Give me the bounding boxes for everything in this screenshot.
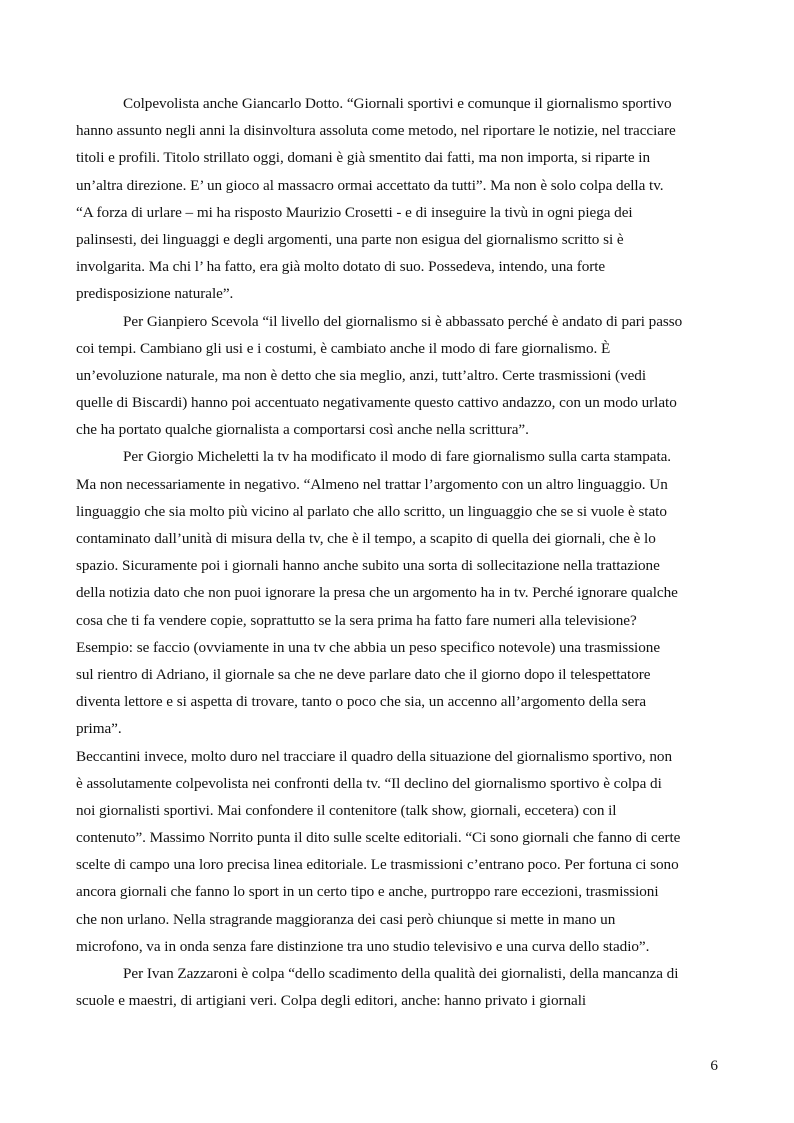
text-line: Ma non necessariamente in negativo. “Almeno nel trattar l’argomento con un altro linguaggio. Un (76, 475, 668, 493)
text-line: “A forza di urlare – mi ha risposto Maurizio Crosetti - e di inseguire la tivù in ogni piega dei (76, 203, 633, 221)
text-line: scuole e maestri, di artigiani veri. Colpa degli editori, anche: hanno privato i giornali (76, 992, 587, 1010)
text-line: che non urlano. Nella stragrande maggioranza dei casi però chiunque si mette in mano un (76, 910, 616, 928)
text-line: diventa lettore e si aspetta di trovare, tanto o poco che sia, un accenno all’argomento della sera (76, 693, 647, 711)
text-line: Per Ivan Zazzaroni è colpa “dello scadimento della qualità dei giornalisti, della mancanza di (123, 965, 679, 982)
text-line: titoli e profili. Titolo strillato oggi, domani è già smentito dai fatti, ma non importa, si riparte in (76, 149, 651, 167)
text-line: Beccantini invece, molto duro nel tracciare il quadro della situazione del giornalismo sportivo, non (76, 747, 672, 765)
text-line: linguaggio che sia molto più vicino al parlato che allo scritto, un linguaggio che se si vuole è stato (76, 502, 667, 520)
text-line: Per Gianpiero Scevola “il livello del giornalismo si è abbassato perché è andato di pari passo (123, 312, 683, 330)
text-line: contenuto”. Massimo Norrito punta il dito sulle scelte editoriali. “Ci sono giornali che fanno di certe (76, 829, 681, 847)
text-line: spazio. Sicuramente poi i giornali hanno anche subito una sorta di sollecitazione nella trattazione (76, 557, 660, 575)
text-line: prima”. (76, 720, 122, 738)
text-line: un’altra direzione. E’ un gioco al massacro ormai accettato da tutti”. Ma non è solo colpa della tv. (76, 176, 664, 194)
text-line: che ha portato qualche giornalista a comportarsi così anche nella scrittura”. (76, 421, 529, 439)
text-line: un’evoluzione naturale, ma non è detto che sia meglio, anzi, tutt’altro. Certe trasmissioni (vedi (76, 366, 646, 384)
text-line: scelte di campo una loro precisa linea editoriale. Le trasmissioni c’entrano poco. Per fortuna ci sono (76, 856, 679, 874)
page-number: 6 (710, 1057, 718, 1074)
paragraph (76, 743, 718, 961)
text-line: predisposizione naturale”. (76, 285, 234, 303)
paragraph (76, 90, 718, 308)
page-body (76, 90, 718, 1014)
paragraph (76, 443, 718, 742)
text-line: quelle di Biscardi) hanno poi accentuato negativamente questo cattivo andazzo, con un modo urlato (76, 394, 677, 412)
text-line: Per Giorgio Micheletti la tv ha modificato il modo di fare giornalismo sulla carta stampata. (123, 448, 672, 466)
paragraph (76, 960, 718, 1014)
text-line: ancora giornali che fanno lo sport in un certo tipo e anche, purtroppo rare eccezioni, trasmissioni (76, 883, 659, 901)
text-line: Esempio: se faccio (ovviamente in una tv che abbia un peso specifico notevole) una trasmissione (76, 638, 661, 656)
text-line: cosa che ti fa vendere copie, soprattutto se la sera prima ha fatto fare numeri alla televisione? (76, 611, 637, 629)
text-line: sul rientro di Adriano, il giornale sa che ne deve parlare dato che il giorno dopo il telespettatore (76, 665, 651, 683)
text-line: noi giornalisti sportivi. Mai confondere il contenitore (talk show, giornali, eccetera) con il (76, 801, 617, 819)
paragraph (76, 308, 718, 444)
text-line: coi tempi. Cambiano gli usi e i costumi, è cambiato anche il modo di fare giornalismo. È (76, 339, 611, 357)
text-line: microfono, va in onda senza fare distinzione tra uno studio televisivo e una curva dello stadio”. (76, 937, 650, 955)
text-line: della notizia dato che non puoi ignorare la presa che un argomento ha in tv. Perché ignorare qualche (76, 584, 678, 602)
text-line: palinsesti, dei linguaggi e degli argomenti, una parte non esigua del giornalismo scritto si è (76, 230, 624, 248)
paragraphs (76, 90, 718, 1014)
text-line: è assolutamente colpevolista nei confronti della tv. “Il declino del giornalismo sportivo è colpa di (76, 774, 662, 792)
text-line: involgarita. Ma chi l’ ha fatto, era già molto dotato di suo. Possedeva, intendo, una forte (76, 258, 606, 276)
text-line: contaminato dall’unità di misura della tv, che è il tempo, a scapito di quella dei giornali, che è lo (76, 530, 656, 547)
text-line: hanno assunto negli anni la disinvoltura assoluta come metodo, nel riportare le notizie, nel tracciare (76, 122, 676, 140)
text-line: Colpevolista anche Giancarlo Dotto. “Giornali sportivi e comunque il giornalismo sportivo (123, 95, 672, 112)
